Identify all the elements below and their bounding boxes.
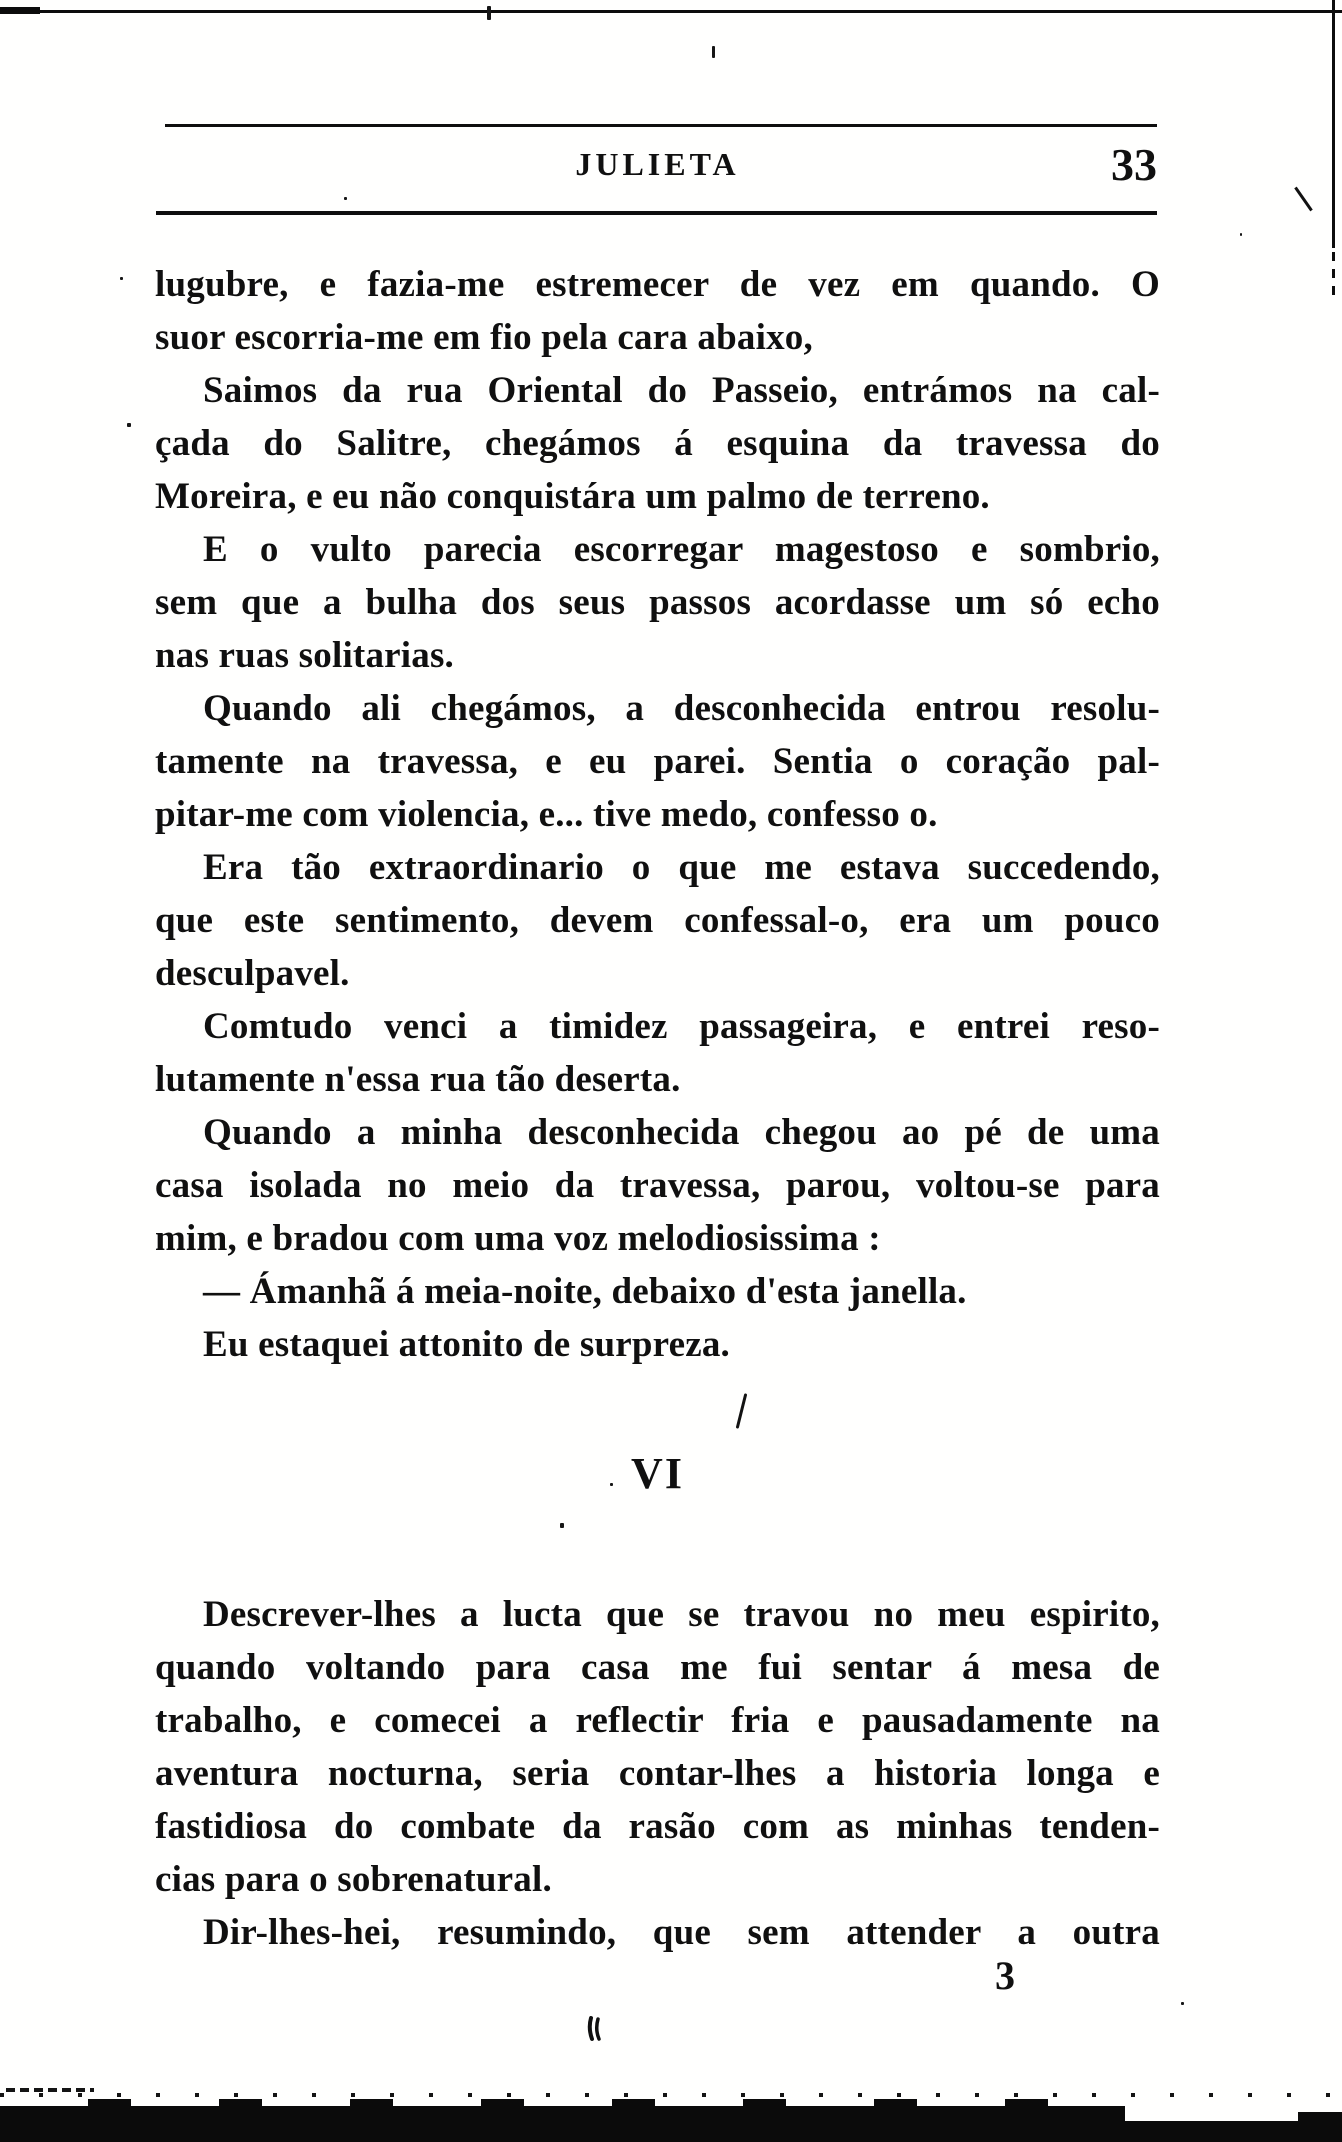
- scan-speckle: [127, 423, 131, 427]
- text-line: quando voltando para casa me fui sentar á mesa de: [155, 1647, 1160, 1688]
- scan-speckle: [487, 6, 491, 20]
- paragraph: [155, 841, 1160, 1000]
- signature-mark: 3: [995, 1953, 1015, 1998]
- paragraph: [155, 1265, 1160, 1318]
- text-line: cias para o sobrenatural.: [155, 1859, 552, 1900]
- paragraph: [155, 258, 1160, 364]
- text-line: Comtudo venci a timidez passageira, e entrei reso-: [203, 1006, 1160, 1047]
- scan-speckle: [1181, 2002, 1184, 2005]
- text-line: çada do Salitre, chegámos á esquina da travessa do: [155, 423, 1160, 464]
- text-line: Era tão extraordinario o que me estava succedendo,: [203, 847, 1160, 888]
- text-line: casa isolada no meio da travessa, parou, voltou-se para: [155, 1165, 1160, 1206]
- paragraph: [155, 1106, 1160, 1265]
- scan-speckle: [1240, 233, 1242, 236]
- header-rule-top: [165, 124, 1157, 127]
- scan-speckle: [120, 277, 123, 280]
- text-line: Eu estaquei attonito de surpreza.: [203, 1324, 731, 1365]
- text-line: E o vulto parecia escorregar magestoso e sombrio,: [203, 529, 1160, 570]
- scan-artifact-bottom-bar-corner: [1298, 2112, 1342, 2142]
- text-line: lugubre, e fazia-me estremecer de vez em quando. O: [155, 264, 1160, 305]
- text-line: lutamente n'essa rua tão deserta.: [155, 1059, 681, 1100]
- text-line: fastidiosa do combate da rasão com as minhas tenden-: [155, 1806, 1160, 1847]
- page-number: 33: [1111, 139, 1157, 190]
- text-line: Descrever-lhes a lucta que se travou no meu espirito,: [203, 1594, 1160, 1635]
- section-heading: VI: [631, 1449, 684, 1498]
- scan-artifact-top-edge: [0, 10, 1342, 13]
- text-line: — Ámanhã á meia-noite, debaixo d'esta janella.: [203, 1271, 967, 1312]
- running-title: JULIETA: [575, 146, 740, 182]
- text-line: trabalho, e comecei a reflectir fria e pausadamente na: [155, 1700, 1160, 1741]
- paragraph: [155, 1588, 1160, 1906]
- scan-speckle: [712, 46, 715, 58]
- paragraph: [155, 1318, 1160, 1371]
- printers-ornament-icon: [586, 2016, 604, 2042]
- body-text-column: [155, 258, 1160, 1959]
- text-line: que este sentimento, devem confessal-o, era um pouco: [155, 900, 1160, 941]
- header-rule-bottom: [156, 211, 1157, 215]
- text-line: Moreira, e eu não conquistára um palmo de terreno.: [155, 476, 990, 517]
- text-line: desculpavel.: [155, 953, 350, 994]
- scan-artifact-right-edge-dashes: [1332, 252, 1335, 302]
- scan-artifact-bottom-dots: [0, 2093, 1342, 2097]
- text-line: Quando ali chegámos, a desconhecida entrou resolu-: [203, 688, 1160, 729]
- scan-speckle: [344, 197, 347, 200]
- text-line: sem que a bulha dos seus passos acordasse um só echo: [155, 582, 1160, 623]
- scan-artifact-backslash: [1294, 187, 1313, 212]
- text-line: Dir-lhes-hei, resumindo, que sem attender a outra: [203, 1912, 1160, 1953]
- text-line: tamente na travessa, e eu parei. Sentia o coração pal-: [155, 741, 1160, 782]
- scan-artifact-right-edge: [1332, 0, 1335, 248]
- text-line: Saimos da rua Oriental do Passeio, entrámos na cal-: [203, 370, 1160, 411]
- paragraph: [155, 523, 1160, 682]
- paragraph: [155, 682, 1160, 841]
- paragraph: [155, 1000, 1160, 1106]
- text-line: mim, e bradou com uma voz melodiosissima :: [155, 1218, 881, 1259]
- text-line: pitar-me com violencia, e... tive medo, confesso o.: [155, 794, 938, 835]
- text-line: suor escorria-me em fio pela cara abaixo,: [155, 317, 813, 358]
- scan-artifact-top-nub: [0, 7, 40, 14]
- text-line: nas ruas solitarias.: [155, 635, 455, 676]
- paragraph: [155, 364, 1160, 523]
- text-line: Quando a minha desconhecida chegou ao pé de uma: [203, 1112, 1160, 1153]
- scan-artifact-bottom-bar: [0, 2106, 1125, 2142]
- text-line: aventura nocturna, seria contar-lhes a historia longa e: [155, 1753, 1160, 1794]
- scan-artifact-bottom-dashes: [6, 2088, 94, 2092]
